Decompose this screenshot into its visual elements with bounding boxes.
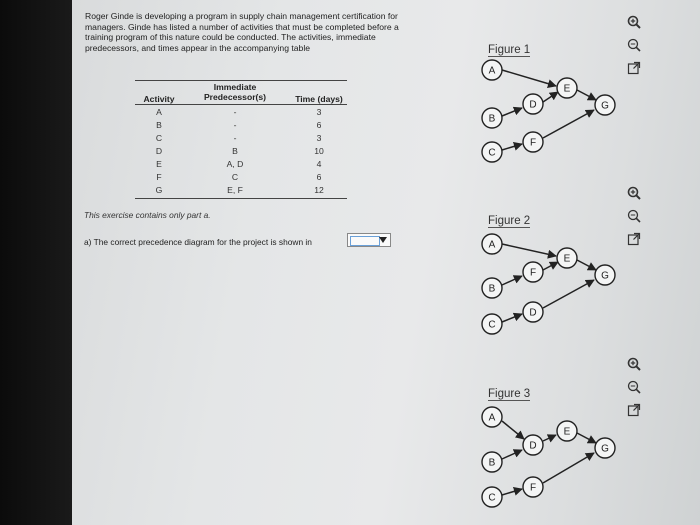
svg-text:E: E: [563, 426, 571, 438]
edge-a-e: [502, 244, 556, 256]
edge-f-g: [543, 453, 594, 483]
svg-text:B: B: [488, 457, 496, 469]
svg-text:D: D: [529, 99, 537, 111]
question-page: [72, 0, 700, 525]
node-e: [557, 248, 577, 268]
zoom-in-icon[interactable]: [627, 357, 643, 371]
time-cell: 3: [316, 133, 322, 143]
node-a: [482, 60, 502, 80]
figure-2-title: Figure 2: [488, 215, 531, 227]
activity-cell: D: [155, 146, 163, 156]
header-time: Time (days): [295, 94, 343, 104]
node-d: [523, 435, 543, 455]
predecessor-cell: C: [231, 172, 239, 182]
edge-a-d: [502, 421, 524, 439]
expand-icon[interactable]: [627, 61, 643, 75]
edge-f-g: [543, 110, 594, 138]
activity-cell: E: [156, 159, 162, 169]
figure-3-diagram: [480, 403, 630, 513]
zoom-in-icon[interactable]: [627, 186, 643, 200]
activity-cell: G: [155, 185, 163, 195]
node-g: [595, 95, 615, 115]
node-g: [595, 438, 615, 458]
svg-text:C: C: [488, 319, 496, 331]
edge-b-d: [502, 108, 522, 116]
node-f: [523, 132, 543, 152]
predecessor-cell: B: [232, 146, 238, 156]
edge-b-d: [502, 450, 522, 459]
predecessor-cell: E, F: [227, 185, 243, 195]
node-e: [557, 421, 577, 441]
node-b: [482, 452, 502, 472]
time-cell: 6: [316, 172, 322, 182]
svg-text:B: B: [488, 283, 496, 295]
svg-text:G: G: [601, 100, 609, 112]
question-text: a) The correct precedence diagram for the project is shown in: [84, 237, 312, 247]
figure-1-diagram: [480, 58, 630, 168]
header-activity: Activity: [143, 94, 175, 104]
edge-e-g: [577, 90, 596, 100]
figure-3-title: Figure 3: [488, 388, 531, 400]
predecessor-cell: -: [233, 133, 237, 143]
svg-text:A: A: [488, 412, 496, 424]
time-cell: 4: [316, 159, 322, 169]
node-c: [482, 314, 502, 334]
svg-text:F: F: [529, 137, 537, 149]
header-predecessors: Immediate Predecessor(s): [203, 82, 267, 102]
edge-c-f: [502, 144, 522, 150]
activity-cell: F: [156, 172, 162, 182]
node-c: [482, 142, 502, 162]
predecessor-cell: -: [233, 107, 237, 117]
expand-icon[interactable]: [627, 403, 643, 417]
node-e: [557, 78, 577, 98]
svg-text:D: D: [529, 440, 537, 452]
edge-d-g: [543, 280, 594, 308]
predecessor-cell: A, D: [226, 159, 244, 169]
edge-b-f: [502, 276, 522, 285]
svg-text:C: C: [488, 492, 496, 504]
edge-e-g: [577, 260, 596, 270]
svg-text:E: E: [563, 253, 571, 265]
predecessor-cell: -: [233, 120, 237, 130]
node-g: [595, 265, 615, 285]
figure-2-diagram: [480, 230, 630, 340]
node-d: [523, 94, 543, 114]
node-a: [482, 234, 502, 254]
svg-text:G: G: [601, 270, 609, 282]
dropdown-arrow-icon: [379, 237, 387, 243]
edge-e-g: [577, 433, 596, 443]
node-a: [482, 407, 502, 427]
node-b: [482, 278, 502, 298]
activity-cell: A: [156, 107, 162, 117]
edge-d-e: [543, 435, 556, 441]
activity-cell: C: [155, 133, 163, 143]
node-f: [523, 262, 543, 282]
node-f: [523, 477, 543, 497]
time-cell: 12: [314, 185, 324, 195]
svg-text:A: A: [488, 239, 496, 251]
zoom-out-icon[interactable]: [627, 38, 643, 52]
expand-icon[interactable]: [627, 232, 643, 246]
problem-statement: Roger Ginde is developing a program in supply chain management certification for managers. Ginde has listed a number of activities that must be completed before a training program of this nature could be conducted. The activities, immediate predecessors, and times appear in the accompanying table: [85, 11, 399, 53]
svg-text:F: F: [529, 267, 537, 279]
svg-text:E: E: [563, 83, 571, 95]
answer-dropdown[interactable]: [347, 233, 391, 247]
zoom-out-icon[interactable]: [627, 209, 643, 223]
svg-text:C: C: [488, 147, 496, 159]
time-cell: 3: [316, 107, 322, 117]
svg-text:A: A: [488, 65, 496, 77]
edge-f-e: [543, 262, 558, 270]
zoom-out-icon[interactable]: [627, 380, 643, 394]
edge-c-d: [502, 314, 522, 322]
screen-bezel: [0, 0, 72, 525]
node-c: [482, 487, 502, 507]
zoom-in-icon[interactable]: [627, 15, 643, 29]
time-cell: 10: [314, 146, 324, 156]
dropdown-value: [350, 236, 380, 246]
node-d: [523, 302, 543, 322]
svg-text:G: G: [601, 443, 609, 455]
table-bottom-rule: [135, 198, 347, 199]
node-b: [482, 108, 502, 128]
activity-cell: B: [156, 120, 162, 130]
figure-1-title: Figure 1: [488, 44, 531, 56]
edge-c-f: [502, 489, 522, 495]
table-header-rule: [135, 104, 347, 105]
time-cell: 6: [316, 120, 322, 130]
svg-text:D: D: [529, 307, 537, 319]
exercise-note: This exercise contains only part a.: [84, 210, 211, 220]
svg-text:B: B: [488, 113, 496, 125]
svg-text:F: F: [529, 482, 537, 494]
edge-d-e: [543, 92, 558, 102]
table-top-rule: [135, 80, 347, 81]
edge-a-e: [502, 70, 556, 86]
